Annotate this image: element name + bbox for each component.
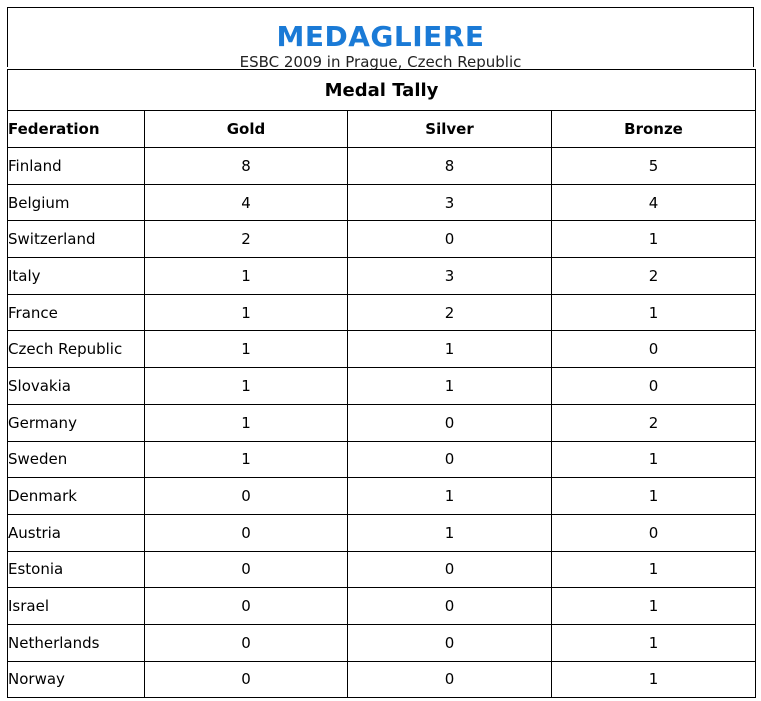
page-title: MEDAGLIERE [276, 20, 485, 53]
cell-bronze: 1 [552, 221, 756, 258]
cell-gold: 0 [145, 624, 348, 661]
table-row [8, 331, 756, 368]
table-row [8, 184, 756, 221]
cell-federation: Czech Republic [8, 331, 145, 368]
cell-bronze: 0 [552, 331, 756, 368]
table-row [8, 624, 756, 661]
cell-bronze: 1 [552, 588, 756, 625]
table-row [8, 551, 756, 588]
cell-gold: 0 [145, 514, 348, 551]
cell-bronze: 1 [552, 294, 756, 331]
cell-federation: Estonia [8, 551, 145, 588]
table-row [8, 404, 756, 441]
cell-silver: 0 [348, 661, 552, 698]
cell-federation: Denmark [8, 478, 145, 515]
table-body [8, 148, 756, 698]
cell-federation: Israel [8, 588, 145, 625]
cell-federation: Belgium [8, 184, 145, 221]
cell-gold: 0 [145, 551, 348, 588]
cell-gold: 1 [145, 258, 348, 295]
table-row [8, 661, 756, 698]
cell-federation: Finland [8, 148, 145, 185]
cell-gold: 2 [145, 221, 348, 258]
cell-federation: Netherlands [8, 624, 145, 661]
cell-gold: 1 [145, 441, 348, 478]
cell-gold: 8 [145, 148, 348, 185]
cell-federation: Sweden [8, 441, 145, 478]
page-header [7, 7, 754, 71]
table-row [8, 478, 756, 515]
cell-silver: 0 [348, 551, 552, 588]
table-row [8, 294, 756, 331]
cell-federation: Slovakia [8, 368, 145, 405]
cell-bronze: 0 [552, 368, 756, 405]
cell-gold: 0 [145, 478, 348, 515]
table-caption: Medal Tally [8, 70, 756, 111]
cell-silver: 0 [348, 624, 552, 661]
cell-bronze: 1 [552, 551, 756, 588]
table-row [8, 441, 756, 478]
cell-federation: Norway [8, 661, 145, 698]
cell-bronze: 1 [552, 441, 756, 478]
column-header-gold: Gold [145, 111, 348, 148]
cell-bronze: 4 [552, 184, 756, 221]
table-row [8, 221, 756, 258]
cell-gold: 0 [145, 588, 348, 625]
cell-silver: 0 [348, 404, 552, 441]
column-header-silver: Silver [348, 111, 552, 148]
cell-bronze: 1 [552, 661, 756, 698]
cell-gold: 1 [145, 331, 348, 368]
cell-bronze: 2 [552, 404, 756, 441]
cell-silver: 8 [348, 148, 552, 185]
cell-bronze: 2 [552, 258, 756, 295]
table-row [8, 368, 756, 405]
column-header-bronze: Bronze [552, 111, 756, 148]
cell-gold: 1 [145, 404, 348, 441]
cell-gold: 1 [145, 294, 348, 331]
cell-silver: 1 [348, 478, 552, 515]
cell-gold: 4 [145, 184, 348, 221]
column-header-federation: Federation [8, 111, 145, 148]
cell-federation: Switzerland [8, 221, 145, 258]
cell-gold: 1 [145, 368, 348, 405]
cell-silver: 0 [348, 441, 552, 478]
page-subtitle: ESBC 2009 in Prague, Czech Republic [239, 53, 522, 71]
cell-silver: 2 [348, 294, 552, 331]
table-row [8, 588, 756, 625]
medal-tally-table [7, 69, 756, 698]
cell-silver: 1 [348, 331, 552, 368]
table-header-row [8, 111, 756, 148]
cell-silver: 0 [348, 588, 552, 625]
cell-silver: 3 [348, 258, 552, 295]
cell-federation: Austria [8, 514, 145, 551]
cell-bronze: 1 [552, 624, 756, 661]
cell-silver: 1 [348, 368, 552, 405]
cell-federation: France [8, 294, 145, 331]
cell-silver: 3 [348, 184, 552, 221]
cell-gold: 0 [145, 661, 348, 698]
cell-bronze: 1 [552, 478, 756, 515]
cell-bronze: 0 [552, 514, 756, 551]
table-row [8, 148, 756, 185]
cell-federation: Italy [8, 258, 145, 295]
cell-silver: 1 [348, 514, 552, 551]
cell-bronze: 5 [552, 148, 756, 185]
table-row [8, 258, 756, 295]
cell-federation: Germany [8, 404, 145, 441]
table-row [8, 514, 756, 551]
cell-silver: 0 [348, 221, 552, 258]
